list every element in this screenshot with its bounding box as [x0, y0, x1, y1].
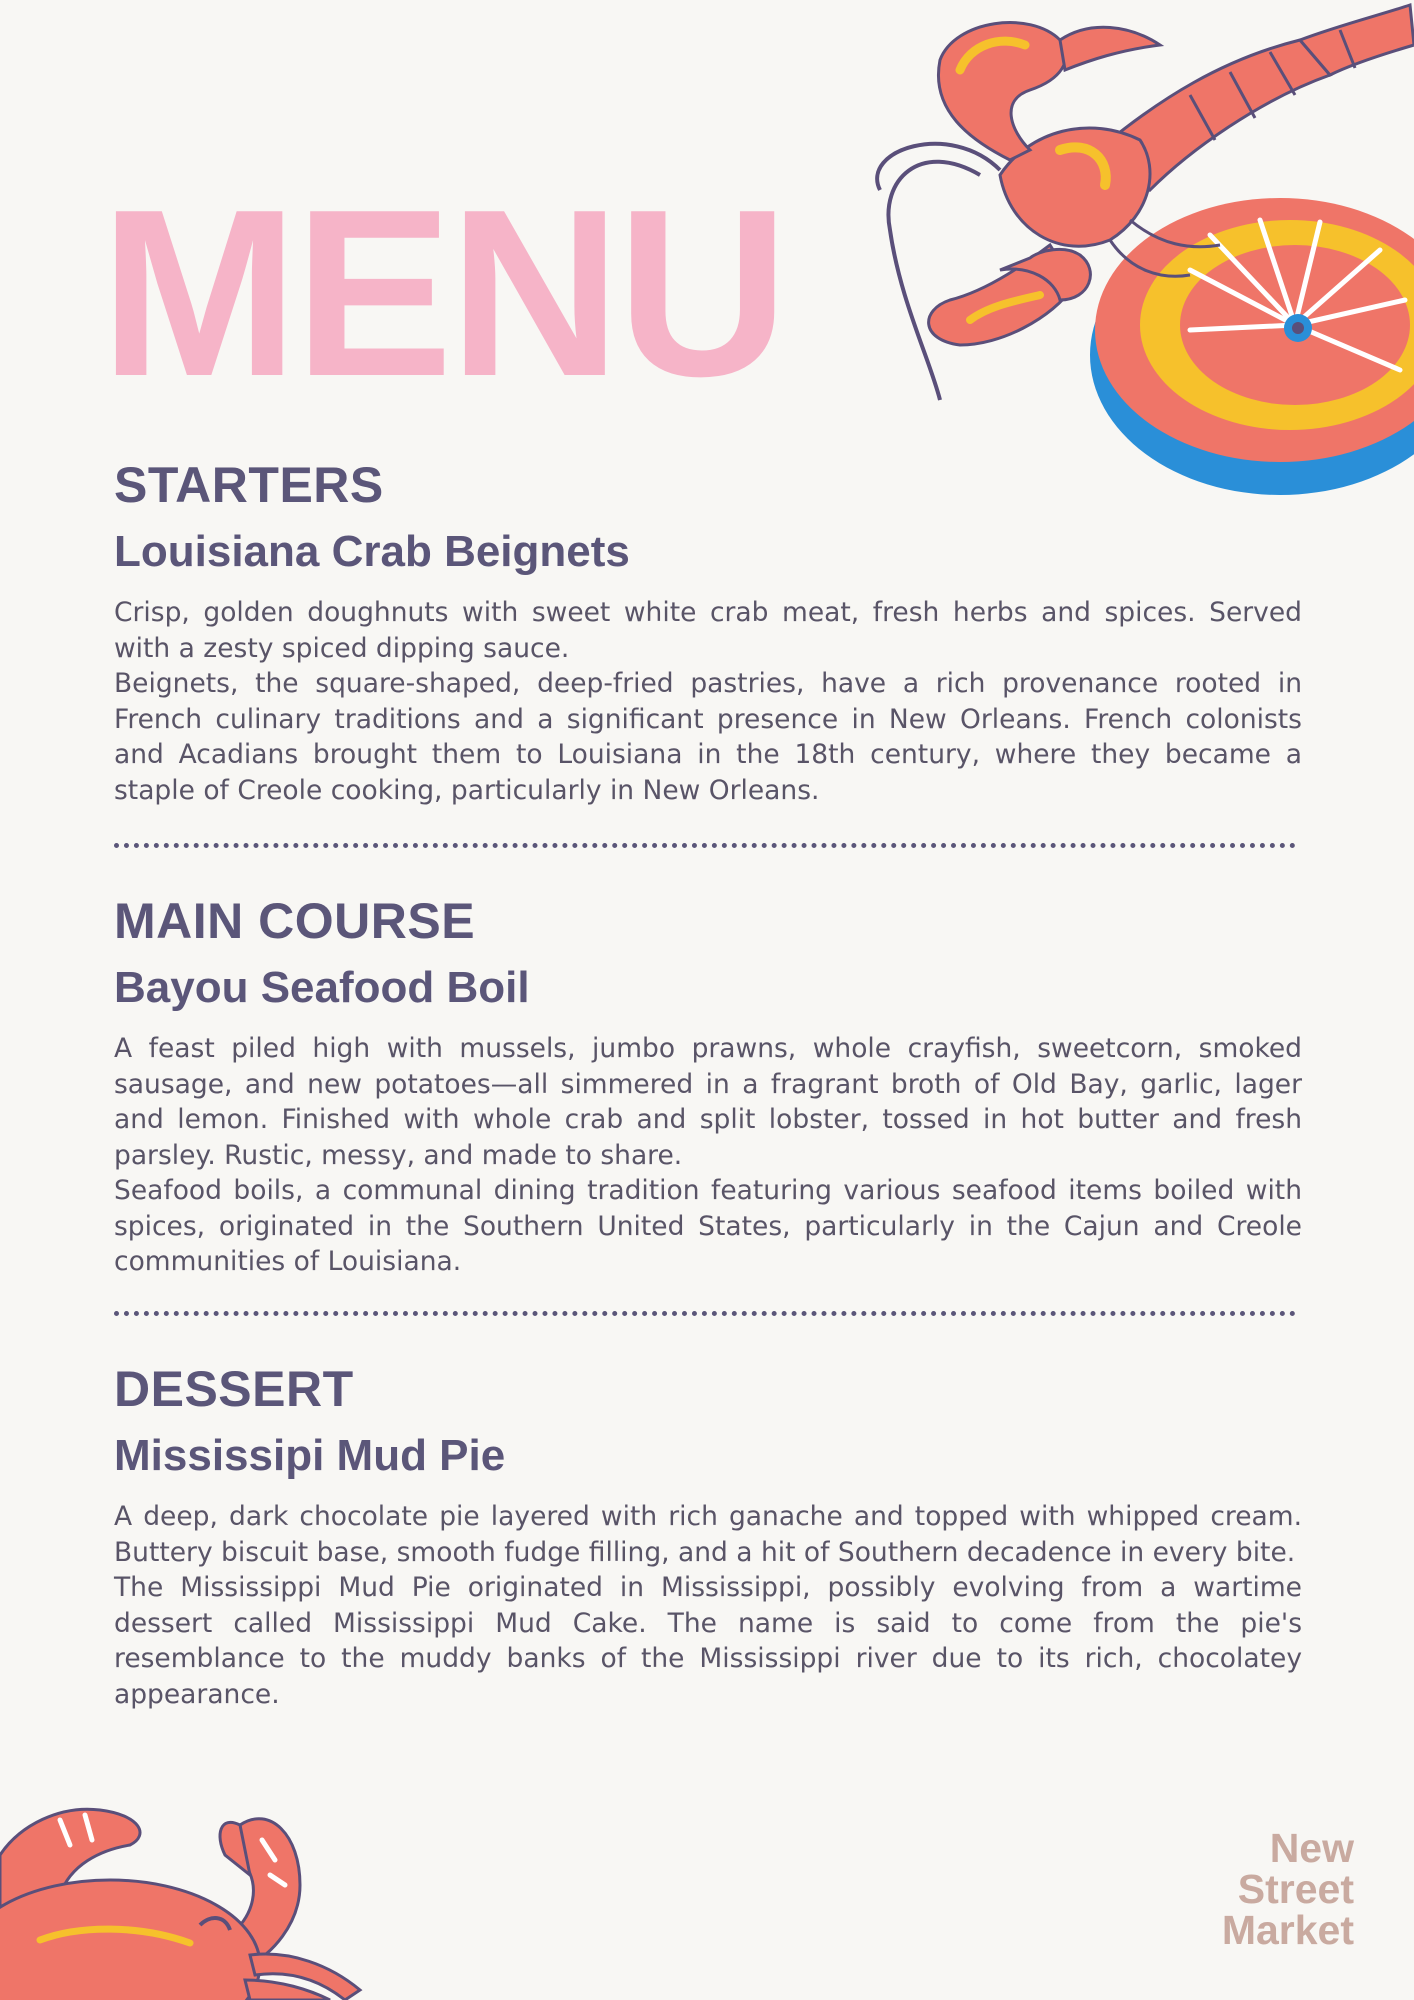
- dessert-section: [114, 1361, 1302, 1712]
- starters-section: [114, 457, 1302, 808]
- dish-name: Bayou Seafood Boil: [114, 963, 530, 1012]
- brand-logo: [1221, 1825, 1354, 1953]
- section-heading: STARTERS: [114, 457, 384, 513]
- lobster-illustration: [860, 0, 1414, 520]
- section-divider: [114, 843, 1296, 848]
- dish-description: A feast piled high with mussels, jumbo prawns, whole crayfish, sweetcorn, smoked sausage, and new potatoes—all simmered in a fragrant broth of Old Bay, garlic, lager and lemon. Finished with whole crab and split lobster, tossed in hot butter and fresh parsley. Rustic, messy, and made to share.: [114, 1033, 1302, 1171]
- main-course-section: [114, 893, 1302, 1280]
- crab-icon: [0, 1809, 360, 2000]
- brand-line: New: [1269, 1825, 1354, 1871]
- dish-history: Beignets, the square-shaped, deep-fried pastries, have a rich provenance rooted in French culinary traditions and a significant presence in New Orleans. French colonists and Acadians brought them to Louisiana in the 18th century, where they became a staple of Creole cooking, particularly in New Orleans.: [114, 668, 1302, 806]
- dish-history: Seafood boils, a communal dining tradition featuring various seafood items boiled with spices, originated in the Southern United States, particularly in the Cajun and Creole communities of Louisiana.: [114, 1175, 1302, 1277]
- salmon-steak-icon: [1090, 198, 1414, 495]
- dish-history: The Mississippi Mud Pie originated in Mississippi, possibly evolving from a wartime dessert called Mississippi Mud Cake. The name is said to come from the pie's resemblance to the muddy banks of the Mississippi river due to its rich, chocolatey appearance.: [114, 1572, 1302, 1710]
- dish-description: Crisp, golden doughnuts with sweet white crab meat, fresh herbs and spices. Served with a zesty spiced dipping sauce.: [114, 597, 1302, 664]
- dish-name: Louisiana Crab Beignets: [114, 527, 630, 576]
- brand-line: Street: [1237, 1866, 1354, 1912]
- section-heading: MAIN COURSE: [114, 893, 476, 949]
- menu-title: MENU: [100, 161, 785, 426]
- section-heading: DESSERT: [114, 1361, 354, 1417]
- brand-line: Market: [1221, 1907, 1354, 1953]
- dish-description: A deep, dark chocolate pie layered with rich ganache and topped with whipped cream. Buttery biscuit base, smooth fudge filling, and a hit of Southern decadence in every bite.: [114, 1501, 1302, 1568]
- crab-illustration: [0, 1765, 420, 2000]
- dish-name: Mississipi Mud Pie: [114, 1431, 506, 1480]
- section-divider: [114, 1311, 1296, 1316]
